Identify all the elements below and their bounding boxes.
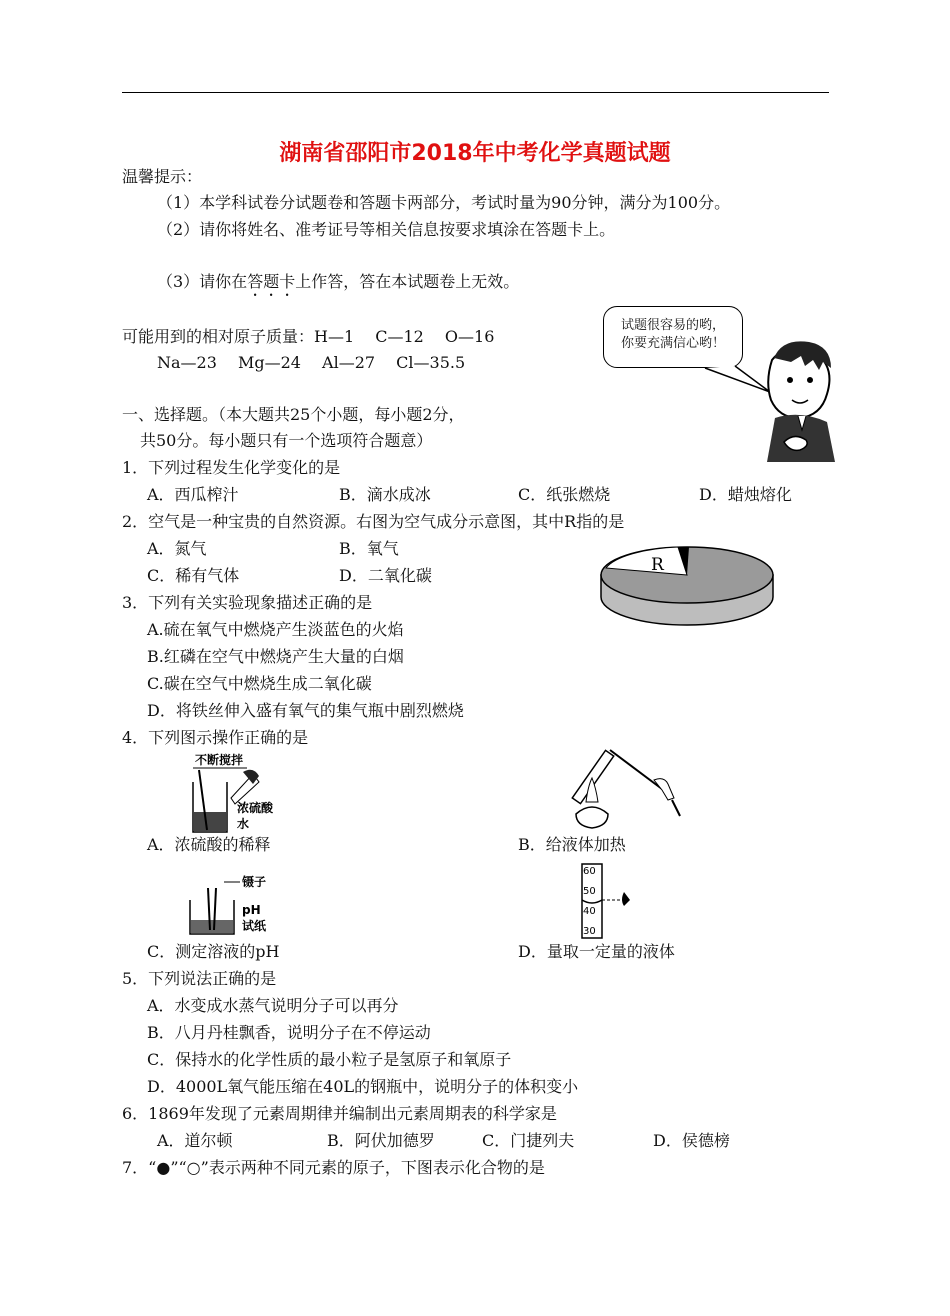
q1-option-b: B．滴水成冰	[339, 485, 431, 504]
fig-c-label-paper: 试纸	[242, 919, 267, 933]
bubble-line-2: 你要充满信心哟！	[620, 336, 725, 351]
atomic-mass-line-1: 可能用到的相对原子质量：H—1 C—12 O—16	[122, 327, 495, 346]
question-7-stem: 7．“●”“○”表示两种不同元素的原子，下图表示化合物的是	[122, 1158, 545, 1177]
fig-d-tick-50: 50	[583, 886, 596, 897]
fig-b-hand	[654, 779, 674, 800]
tip-item-3	[157, 272, 519, 300]
q5-option-b: B．八月丹桂飘香，说明分子在不停运动	[147, 1023, 431, 1042]
fig-a-label-stir: 不断搅拌	[195, 753, 244, 767]
q4-option-b: B．给液体加热	[518, 835, 626, 854]
section-heading-line-2: 共50分。每小题只有一个选项符合题意）	[140, 431, 433, 450]
q1-option-a: A．西瓜榨汁	[147, 485, 239, 504]
question-2-stem: 2．空气是一种宝贵的自然资源。右图为空气成分示意图，其中R指的是	[122, 512, 625, 531]
boy-eye	[787, 377, 793, 383]
question-3-stem: 3．下列有关实验现象描述正确的是	[122, 593, 373, 612]
fig-dilution-illustration	[185, 752, 295, 837]
bubble-line-1: 试题很容易的哟，	[620, 318, 725, 333]
fig-c-label-ph: pH	[242, 903, 261, 917]
question-5-stem: 5．下列说法正确的是	[122, 969, 277, 988]
tip-item-1: （1）本学科试卷分试题卷和答题卡两部分，考试时量为90分钟，满分为100分。	[157, 193, 731, 212]
fig-a-label-water: 水	[237, 817, 250, 831]
fig-d-eye-icon	[622, 892, 630, 906]
q4-option-a: A．浓硫酸的稀释	[147, 835, 271, 854]
q5-option-d: D．4000L氧气能压缩在40L的钢瓶中，说明分子的体积变小	[147, 1077, 579, 1096]
q2-option-d: D．二氧化碳	[339, 566, 432, 585]
section-heading: 一、选择题。（本大题共25个小题，每小题2分，	[122, 405, 465, 424]
question-6-stem: 6．1869年发现了元素周期律并编制出元素周期表的科学家是	[122, 1104, 557, 1123]
tip-item-3-post: 上作答，答在本试题卷上无效。	[295, 272, 520, 291]
q4-option-d: D．量取一定量的液体	[518, 942, 675, 961]
cartoon-boy-illustration	[700, 330, 840, 470]
tip-item-3-pre: （3）请你在	[157, 272, 248, 291]
q6-option-c: C．门捷列夫	[482, 1131, 575, 1150]
fig-d-tick-30: 30	[583, 926, 596, 937]
fig-d-tick-60: 60	[583, 866, 596, 877]
boy-eye	[807, 377, 813, 383]
q2-option-c: C．稀有气体	[147, 566, 240, 585]
fig-b-tube-holder	[610, 750, 666, 792]
header-rule	[122, 92, 829, 93]
fig-heating-illustration	[570, 740, 685, 835]
tip-item-3-emphasis: 答题卡	[247, 272, 296, 291]
q6-option-a: A．道尔顿	[157, 1131, 233, 1150]
fig-c-liquid	[191, 920, 233, 933]
pie-label-r: R	[651, 555, 664, 575]
fig-cylinder-illustration	[578, 860, 648, 940]
fig-b-hand-rod	[672, 800, 680, 816]
tips-heading: 温馨提示：	[122, 167, 203, 186]
fig-c-label-tweezers: 镊子	[242, 875, 267, 889]
q3-option-b: B.红磷在空气中燃烧产生大量的白烟	[147, 647, 404, 666]
question-4-stem: 4．下列图示操作正确的是	[122, 728, 309, 747]
fig-d-tick-40: 40	[583, 906, 596, 917]
q2-option-a: A．氮气	[147, 539, 207, 558]
q1-option-c: C．纸张燃烧	[518, 485, 611, 504]
tip-item-2: （2）请你将姓名、准考证号等相关信息按要求填涂在答题卡上。	[157, 220, 616, 239]
q3-option-c: C.碳在空气中燃烧生成二氧化碳	[147, 674, 372, 693]
atomic-mass-line-2: Na—23 Mg—24 Al—27 Cl—35.5	[157, 353, 466, 372]
q5-option-a: A．水变成水蒸气说明分子可以再分	[147, 996, 399, 1015]
q4-option-c: C．测定溶液的pH	[147, 942, 280, 961]
q6-option-d: D．侯德榜	[653, 1131, 730, 1150]
air-composition-pie	[598, 545, 778, 635]
q3-option-d: D．将铁丝伸入盛有氧气的集气瓶中剧烈燃烧	[147, 701, 464, 720]
fig-a-liquid	[194, 812, 226, 831]
fig-b-alcohol-lamp	[576, 807, 608, 828]
q2-option-b: B．氧气	[339, 539, 399, 558]
fig-ph-test-illustration	[182, 868, 292, 940]
q6-option-b: B．阿伏加德罗	[327, 1131, 435, 1150]
question-1-stem: 1．下列过程发生化学变化的是	[122, 458, 341, 477]
q1-option-d: D．蜡烛熔化	[699, 485, 792, 504]
page-title: 湖南省邵阳市2018年中考化学真题试题	[279, 141, 671, 166]
q5-option-c: C．保持水的化学性质的最小粒子是氢原子和氧原子	[147, 1050, 512, 1069]
q3-option-a: A.硫在氧气中燃烧产生淡蓝色的火焰	[147, 620, 404, 639]
fig-a-label-acid: 浓硫酸	[237, 801, 274, 815]
bubble-tail	[705, 366, 770, 392]
